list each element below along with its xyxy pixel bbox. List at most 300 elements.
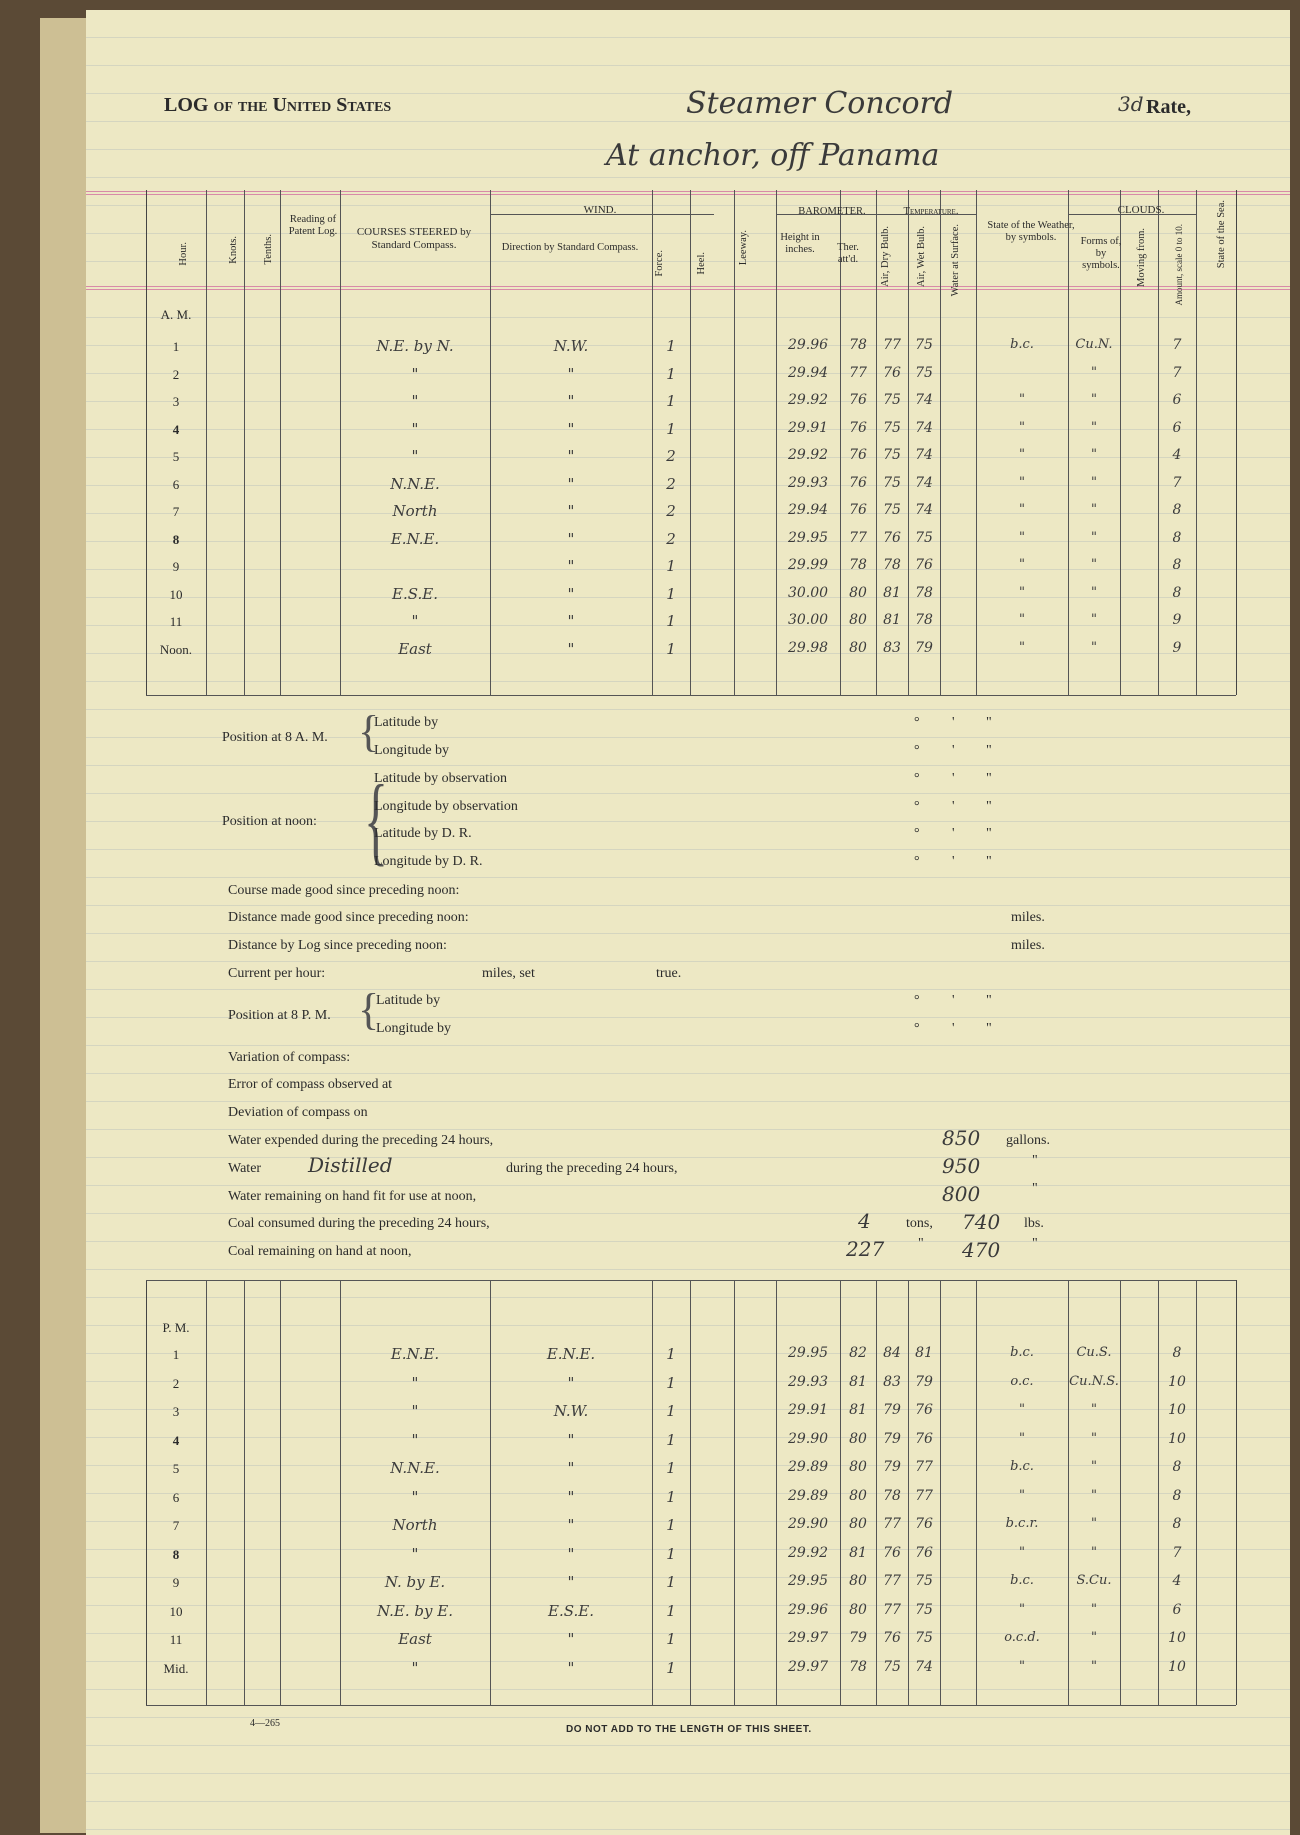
distance-by-log: Distance by Log since preceding noon: bbox=[228, 938, 447, 953]
cell-forms: " bbox=[1091, 419, 1097, 435]
cell-forms: Cu.S. bbox=[1076, 1345, 1112, 1360]
cell-ther: 80 bbox=[849, 612, 867, 628]
cell-wet: 79 bbox=[915, 1373, 933, 1390]
cell-baro: 29.95 bbox=[787, 529, 829, 546]
cell-force: 2 bbox=[666, 447, 676, 465]
tons-label-1: tons, bbox=[906, 1216, 933, 1231]
cell-weather: " bbox=[1019, 447, 1025, 462]
cell-forms: " bbox=[1091, 392, 1097, 407]
cell-baro: 29.96 bbox=[787, 1601, 829, 1618]
cell-ther: 76 bbox=[849, 419, 867, 436]
cell-weather: b.c. bbox=[1010, 1573, 1034, 1588]
cell-wet: 76 bbox=[915, 1544, 933, 1561]
cell-forms: " bbox=[1091, 1658, 1097, 1674]
degree-mark-min: ' bbox=[952, 771, 955, 786]
position-8am-label: Position at 8 A. M. bbox=[222, 730, 328, 745]
cell-weather: b.c. bbox=[1010, 1459, 1034, 1474]
variation-of-compass: Variation of compass: bbox=[228, 1050, 351, 1065]
header-top-rule-2 bbox=[86, 194, 1290, 195]
grid-vline bbox=[734, 190, 735, 695]
cell-course: N.E. by E. bbox=[377, 1601, 453, 1620]
cell-amount: 9 bbox=[1172, 639, 1182, 656]
cell-wet: 76 bbox=[915, 1516, 933, 1532]
hour-label: 3 bbox=[172, 1404, 180, 1419]
cell-forms: Cu.N.S. bbox=[1069, 1373, 1119, 1389]
degree-mark-min: ' bbox=[952, 826, 955, 841]
brace-8am: { bbox=[358, 707, 380, 756]
cell-amount: 8 bbox=[1172, 1516, 1182, 1532]
cell-ther: 77 bbox=[849, 364, 867, 381]
cell-ther: 79 bbox=[849, 1630, 867, 1646]
cell-baro: 29.97 bbox=[787, 1630, 829, 1646]
cell-wet: 75 bbox=[915, 1573, 933, 1589]
cell-amount: 10 bbox=[1168, 1402, 1186, 1418]
coal-consumed: Coal consumed during the preceding 24 hours, bbox=[228, 1216, 490, 1231]
cell-forms: " bbox=[1091, 447, 1097, 462]
cell-ther: 80 bbox=[849, 1430, 867, 1447]
header-bottom-rule bbox=[86, 286, 1290, 287]
degree-mark-sec: " bbox=[986, 826, 992, 841]
degree-mark-sec: " bbox=[986, 715, 992, 730]
cell-course: East bbox=[398, 1630, 432, 1648]
ditto-4: " bbox=[1032, 1236, 1038, 1251]
cell-ther: 80 bbox=[849, 1459, 867, 1475]
hour-label: 10 bbox=[169, 586, 183, 602]
cell-wet: 75 bbox=[915, 364, 933, 381]
col-courses: COURSES STEERED by Standard Compass. bbox=[356, 226, 472, 251]
ditto-3: " bbox=[918, 1236, 924, 1251]
cell-wind: " bbox=[567, 1573, 575, 1591]
cell-amount: 7 bbox=[1172, 1544, 1182, 1561]
cell-weather: b.c. bbox=[1010, 1345, 1034, 1360]
cell-force: 1 bbox=[666, 337, 676, 355]
hour-label: 5 bbox=[172, 449, 180, 464]
cell-forms: " bbox=[1091, 364, 1097, 380]
col-temperature: Temperature. bbox=[903, 206, 959, 217]
degree-mark-deg: ° bbox=[914, 854, 920, 869]
hour-label: 9 bbox=[172, 559, 180, 574]
hour-label: 2 bbox=[172, 1375, 180, 1391]
cell-force: 1 bbox=[666, 1630, 676, 1648]
cell-course: " bbox=[411, 1487, 419, 1506]
cell-baro: 30.00 bbox=[787, 612, 829, 628]
cell-amount: 10 bbox=[1168, 1373, 1186, 1390]
degree-mark-sec: " bbox=[986, 799, 992, 814]
hour-label: Mid. bbox=[163, 1660, 189, 1676]
cell-dry: 78 bbox=[883, 1487, 901, 1504]
water-during: during the preceding 24 hours, bbox=[506, 1161, 678, 1176]
col-water-surface: Water at Surface. bbox=[950, 224, 961, 297]
current-per-hour: Current per hour: bbox=[228, 966, 326, 981]
grid-vline bbox=[1120, 1280, 1121, 1705]
cell-wind: E.N.E. bbox=[546, 1345, 596, 1363]
cell-dry: 76 bbox=[883, 529, 901, 546]
col-amount: Amount, scale 0 to 10. bbox=[1174, 224, 1184, 306]
cell-wind: " bbox=[567, 1544, 575, 1563]
degree-mark-sec: " bbox=[986, 993, 992, 1008]
cell-forms: Cu.N. bbox=[1075, 337, 1113, 352]
cell-force: 1 bbox=[666, 1459, 676, 1477]
col-clouds: CLOUDS. bbox=[1117, 204, 1165, 216]
cell-course: N. by E. bbox=[384, 1573, 446, 1591]
position-noon-label: Position at noon: bbox=[222, 814, 317, 829]
log-title: LOG of the United States bbox=[164, 94, 392, 116]
cell-course: N.E. by N. bbox=[376, 337, 454, 355]
cell-ther: 80 bbox=[849, 584, 867, 601]
grid-vline bbox=[1196, 190, 1197, 695]
cell-baro: 29.90 bbox=[787, 1430, 829, 1447]
cell-forms: " bbox=[1091, 1630, 1097, 1645]
degree-mark-min: ' bbox=[952, 799, 955, 814]
degree-mark-sec: " bbox=[986, 743, 992, 758]
cell-course: East bbox=[398, 639, 432, 658]
col-dry-bulb: Air, Dry Bulb. bbox=[880, 226, 891, 287]
col-knots: Knots. bbox=[228, 236, 239, 264]
cell-wind: " bbox=[567, 1430, 575, 1449]
cell-amount: 4 bbox=[1172, 1573, 1182, 1589]
cell-wet: 77 bbox=[915, 1487, 933, 1504]
cell-dry: 81 bbox=[883, 584, 901, 601]
degree-mark-deg: ° bbox=[914, 993, 920, 1008]
col-weather: State of the Weather, by symbols. bbox=[987, 220, 1075, 244]
cell-course: " bbox=[411, 447, 419, 465]
am-label: A. M. bbox=[160, 307, 192, 322]
cell-wet: 78 bbox=[915, 584, 933, 601]
cell-dry: 81 bbox=[883, 612, 901, 628]
col-wind-dir: Direction by Standard Compass. bbox=[501, 242, 639, 253]
degree-mark-min: ' bbox=[952, 743, 955, 758]
cell-wind: " bbox=[567, 392, 575, 410]
cell-weather: " bbox=[1019, 1402, 1025, 1417]
col-wet-bulb: Air, Wet Bulb. bbox=[916, 226, 927, 287]
hour-label: 4 bbox=[172, 421, 180, 437]
hour-label: 9 bbox=[172, 1575, 180, 1590]
cell-amount: 7 bbox=[1172, 474, 1182, 491]
cell-ther: 77 bbox=[849, 529, 867, 546]
cell-dry: 76 bbox=[883, 364, 901, 381]
coal-consumed-lbs: 740 bbox=[962, 1210, 1001, 1234]
cell-weather: " bbox=[1019, 1601, 1025, 1617]
position-8pm-label: Position at 8 P. M. bbox=[228, 1008, 331, 1023]
cell-wet: 75 bbox=[915, 529, 933, 546]
degree-mark-deg: ° bbox=[914, 715, 920, 730]
cell-wind: " bbox=[567, 1373, 575, 1392]
cell-weather: " bbox=[1019, 529, 1025, 545]
cell-force: 2 bbox=[666, 529, 676, 548]
grid-vline bbox=[244, 1280, 245, 1705]
grid-vline bbox=[690, 1280, 691, 1705]
cell-wind: " bbox=[567, 584, 575, 603]
cell-baro: 29.95 bbox=[787, 1573, 829, 1589]
cell-force: 1 bbox=[666, 1487, 676, 1506]
col-hour: Hour. bbox=[178, 242, 189, 266]
cell-wind: " bbox=[567, 419, 575, 438]
cell-wind: " bbox=[567, 529, 575, 548]
cell-forms: " bbox=[1091, 612, 1097, 627]
cell-forms: " bbox=[1091, 502, 1097, 517]
cell-dry: 75 bbox=[883, 392, 901, 408]
cell-wind: " bbox=[567, 364, 575, 383]
col-ther: Ther. att'd. bbox=[837, 242, 859, 266]
cell-ther: 81 bbox=[849, 1373, 867, 1390]
brace-8pm: { bbox=[358, 985, 380, 1034]
cell-force: 1 bbox=[666, 1601, 676, 1620]
cell-dry: 77 bbox=[883, 1516, 901, 1532]
degree-mark-deg: ° bbox=[914, 799, 920, 814]
cell-dry: 77 bbox=[883, 1601, 901, 1618]
hour-label: 1 bbox=[172, 339, 180, 354]
grid-vline bbox=[940, 190, 941, 695]
cell-ther: 80 bbox=[849, 1573, 867, 1589]
cell-ther: 76 bbox=[849, 502, 867, 518]
cell-amount: 10 bbox=[1168, 1658, 1186, 1675]
cell-wind: " bbox=[567, 557, 575, 575]
miles-set: miles, set bbox=[482, 966, 535, 981]
cell-dry: 83 bbox=[883, 1373, 901, 1390]
degree-mark-deg: ° bbox=[914, 771, 920, 786]
cell-amount: 8 bbox=[1172, 584, 1182, 601]
error-of-compass: Error of compass observed at bbox=[228, 1077, 393, 1092]
cell-course: " bbox=[411, 1658, 419, 1677]
cell-course: E.N.E. bbox=[390, 529, 440, 548]
hour-label: 7 bbox=[172, 1518, 180, 1533]
cell-forms: S.Cu. bbox=[1076, 1573, 1112, 1588]
lon-by-8pm: Longitude by bbox=[376, 1021, 452, 1036]
cell-wind: " bbox=[567, 1459, 575, 1477]
water-remaining: Water remaining on hand fit for use at noon, bbox=[228, 1189, 477, 1204]
degree-mark-min: ' bbox=[952, 1021, 955, 1036]
cell-wet: 78 bbox=[915, 612, 933, 628]
cell-weather: " bbox=[1019, 612, 1025, 627]
hour-label: 8 bbox=[172, 1546, 180, 1562]
cell-wind: " bbox=[567, 1516, 575, 1534]
miles-1: miles. bbox=[1011, 910, 1045, 925]
cell-course: " bbox=[411, 1402, 419, 1420]
rate-label: Rate, bbox=[1146, 96, 1191, 118]
lbs-label: lbs. bbox=[1024, 1216, 1044, 1231]
hour-label: 11 bbox=[169, 614, 183, 629]
cell-weather: " bbox=[1019, 1544, 1025, 1560]
cell-weather: " bbox=[1019, 392, 1025, 407]
lat-by-8am: Latitude by bbox=[374, 715, 439, 730]
hour-label: 6 bbox=[172, 1489, 180, 1505]
rate-value: 3d bbox=[1118, 92, 1144, 116]
lat-dr: Latitude by D. R. bbox=[374, 826, 472, 841]
cell-ther: 80 bbox=[849, 639, 867, 656]
hour-label: 8 bbox=[172, 531, 180, 547]
degree-mark-sec: " bbox=[986, 854, 992, 869]
grid-vline bbox=[1196, 1280, 1197, 1705]
cell-force: 1 bbox=[666, 557, 676, 575]
ditto-2: " bbox=[1032, 1181, 1038, 1196]
cell-amount: 6 bbox=[1172, 1601, 1182, 1618]
cell-wind: N.W. bbox=[553, 1402, 589, 1420]
grid-vline bbox=[244, 190, 245, 695]
cell-amount: 6 bbox=[1172, 419, 1182, 436]
coal-remaining-tons: 227 bbox=[846, 1237, 885, 1261]
cell-force: 2 bbox=[666, 502, 676, 520]
water-kind: Distilled bbox=[308, 1153, 393, 1177]
cell-wind: " bbox=[567, 612, 575, 630]
header-bottom-rule-2 bbox=[86, 289, 1290, 290]
cell-amount: 8 bbox=[1172, 1487, 1182, 1504]
lon-obs: Longitude by observation bbox=[374, 799, 518, 814]
cell-wet: 77 bbox=[915, 1459, 933, 1475]
cell-wet: 76 bbox=[915, 1430, 933, 1447]
lon-dr: Longitude by D. R. bbox=[374, 854, 483, 869]
log-sheet bbox=[86, 10, 1290, 1835]
grid-bottom bbox=[146, 695, 1236, 696]
col-patent-log: Reading of Patent Log. bbox=[288, 214, 338, 238]
cell-ther: 81 bbox=[849, 1544, 867, 1561]
water-expended-value: 850 bbox=[942, 1126, 981, 1150]
hour-label: 6 bbox=[172, 476, 180, 492]
distance-made-good: Distance made good since preceding noon: bbox=[228, 910, 469, 925]
cell-wind: " bbox=[567, 447, 575, 465]
cell-wet: 81 bbox=[915, 1345, 933, 1361]
cell-dry: 79 bbox=[883, 1459, 901, 1475]
cell-course: " bbox=[411, 612, 419, 630]
degree-mark-sec: " bbox=[986, 1021, 992, 1036]
cell-dry: 77 bbox=[883, 337, 901, 353]
cell-course: North bbox=[392, 1516, 438, 1534]
cell-dry: 75 bbox=[883, 474, 901, 491]
grid-vline bbox=[206, 1280, 207, 1705]
cell-force: 2 bbox=[666, 474, 676, 493]
lat-obs: Latitude by observation bbox=[374, 771, 507, 786]
cell-amount: 10 bbox=[1168, 1430, 1186, 1447]
cell-course: " bbox=[411, 419, 419, 438]
cell-force: 1 bbox=[666, 584, 676, 603]
coal-remaining: Coal remaining on hand at noon, bbox=[228, 1244, 412, 1259]
cell-amount: 8 bbox=[1172, 1345, 1182, 1361]
cell-wind: " bbox=[567, 502, 575, 520]
hour-label: 10 bbox=[169, 1603, 183, 1619]
cell-forms: " bbox=[1091, 474, 1097, 490]
cell-ther: 80 bbox=[849, 1516, 867, 1532]
degree-mark-min: ' bbox=[952, 715, 955, 730]
col-force: Force. bbox=[654, 250, 665, 277]
cell-amount: 8 bbox=[1172, 529, 1182, 546]
cell-amount: 4 bbox=[1172, 447, 1182, 463]
grid-vline bbox=[690, 190, 691, 695]
cell-dry: 76 bbox=[883, 1544, 901, 1561]
cell-wind: " bbox=[567, 1630, 575, 1648]
cell-course: " bbox=[411, 1544, 419, 1563]
cell-baro: 29.95 bbox=[787, 1345, 829, 1361]
course-made-good: Course made good since preceding noon: bbox=[228, 883, 460, 898]
cell-course: N.N.E. bbox=[390, 474, 440, 493]
footer-notice: DO NOT ADD TO THE LENGTH OF THIS SHEET. bbox=[566, 1724, 812, 1735]
col-moving: Moving from. bbox=[1136, 228, 1147, 287]
cell-course: " bbox=[411, 1430, 419, 1449]
grid-vline bbox=[1236, 1280, 1237, 1705]
cell-weather: b.c. bbox=[1010, 337, 1034, 352]
cell-baro: 30.00 bbox=[787, 584, 829, 601]
cell-baro: 29.93 bbox=[787, 474, 829, 491]
cell-wet: 76 bbox=[915, 1402, 933, 1418]
cell-wet: 74 bbox=[915, 502, 933, 518]
cell-amount: 9 bbox=[1172, 612, 1182, 628]
cell-baro: 29.99 bbox=[787, 557, 829, 573]
cell-wet: 74 bbox=[915, 447, 933, 463]
cell-forms: " bbox=[1091, 1544, 1097, 1560]
cell-course: " bbox=[411, 392, 419, 410]
cell-weather: " bbox=[1019, 419, 1025, 435]
cell-forms: " bbox=[1091, 1430, 1097, 1446]
cell-force: 1 bbox=[666, 639, 676, 658]
cell-force: 1 bbox=[666, 1373, 676, 1392]
cell-wind: " bbox=[567, 1487, 575, 1506]
col-tenths: Tenths. bbox=[263, 234, 274, 265]
cell-ther: 82 bbox=[849, 1345, 867, 1361]
hour-label: 1 bbox=[172, 1347, 180, 1362]
degree-mark-deg: ° bbox=[914, 1021, 920, 1036]
cell-wind: " bbox=[567, 1658, 575, 1677]
cell-forms: " bbox=[1091, 557, 1097, 572]
header-top-rule bbox=[86, 191, 1290, 192]
grid-vline bbox=[280, 190, 281, 695]
cell-baro: 29.89 bbox=[787, 1459, 829, 1475]
gallons-label: gallons. bbox=[1006, 1133, 1050, 1148]
cell-dry: 79 bbox=[883, 1430, 901, 1447]
cell-force: 1 bbox=[666, 1658, 676, 1677]
cell-force: 1 bbox=[666, 1430, 676, 1449]
form-number: 4—265 bbox=[250, 1718, 280, 1729]
cell-weather: " bbox=[1019, 557, 1025, 572]
coal-consumed-tons: 4 bbox=[858, 1209, 871, 1233]
cell-amount: 6 bbox=[1172, 392, 1182, 408]
cell-weather: b.c.r. bbox=[1005, 1516, 1039, 1531]
col-forms: Forms of, by symbols. bbox=[1080, 236, 1122, 272]
cell-weather: " bbox=[1019, 639, 1025, 655]
cell-forms: " bbox=[1091, 1487, 1097, 1503]
cell-weather: o.c.d. bbox=[1004, 1630, 1040, 1645]
cell-dry: 77 bbox=[883, 1573, 901, 1589]
cell-ther: 81 bbox=[849, 1402, 867, 1418]
location: At anchor, off Panama bbox=[606, 138, 940, 173]
cell-course: E.S.E. bbox=[392, 584, 438, 603]
cell-ther: 76 bbox=[849, 474, 867, 491]
cell-force: 1 bbox=[666, 612, 676, 630]
water-label: Water bbox=[228, 1161, 262, 1176]
cell-baro: 29.91 bbox=[787, 419, 829, 436]
cell-wind: " bbox=[567, 639, 575, 658]
cell-wet: 75 bbox=[915, 1601, 933, 1618]
cell-forms: " bbox=[1091, 529, 1097, 545]
cell-forms: " bbox=[1091, 639, 1097, 655]
cell-baro: 29.97 bbox=[787, 1658, 829, 1675]
cell-force: 1 bbox=[666, 364, 676, 383]
cell-baro: 29.92 bbox=[787, 447, 829, 463]
cell-baro: 29.94 bbox=[787, 364, 829, 381]
cell-baro: 29.96 bbox=[787, 337, 829, 353]
cell-baro: 29.89 bbox=[787, 1487, 829, 1504]
hour-label: 2 bbox=[172, 366, 180, 382]
hour-label: 3 bbox=[172, 394, 180, 409]
cell-course: " bbox=[411, 1373, 419, 1392]
cell-forms: " bbox=[1091, 1601, 1097, 1617]
cell-ther: 76 bbox=[849, 447, 867, 463]
cell-force: 1 bbox=[666, 1402, 676, 1420]
cell-weather: " bbox=[1019, 1658, 1025, 1674]
true-label: true. bbox=[656, 966, 682, 981]
cell-weather: " bbox=[1019, 474, 1025, 490]
hour-label: 7 bbox=[172, 504, 180, 519]
cell-amount: 7 bbox=[1172, 337, 1182, 353]
cell-baro: 29.92 bbox=[787, 392, 829, 408]
cell-wet: 79 bbox=[915, 639, 933, 656]
